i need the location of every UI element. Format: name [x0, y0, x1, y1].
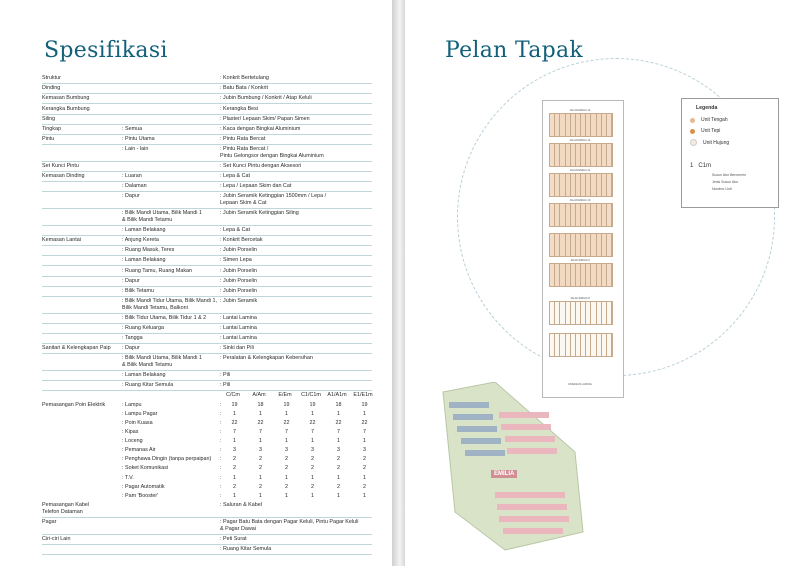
power-value: 3 — [285, 447, 288, 454]
spec-category: Set Kunci Pintu — [42, 162, 79, 169]
spec-row — [42, 354, 372, 371]
spec-row — [42, 162, 372, 172]
spec-value: : Lepa & Cat — [220, 173, 250, 180]
power-value: 1 — [311, 474, 314, 481]
spec-value: : Lantai Lamina — [220, 324, 257, 331]
power-header: C1/C1m — [301, 392, 321, 399]
road-label: JALAN EMILIA 11 — [569, 169, 591, 172]
power-value: 19 — [309, 401, 316, 408]
power-value: 1 — [337, 492, 340, 499]
spec-item: : Lampu Pagar — [122, 410, 158, 417]
power-header: E/Em — [278, 392, 292, 399]
spec-item: : Lain - lain — [122, 146, 149, 153]
spec-category: Kemasan Lantai — [42, 237, 81, 244]
power-value: 3 — [337, 447, 340, 454]
power-value: 7 — [311, 428, 314, 435]
spec-category: Siling — [42, 115, 56, 122]
power-colon: : — [220, 465, 222, 472]
spec-category: Ciri-ciri Lain — [42, 535, 71, 542]
spec-row — [42, 545, 372, 555]
power-value: 2 — [285, 465, 288, 472]
unit — [607, 174, 612, 196]
power-value: 19 — [283, 401, 290, 408]
spec-value: : Lantai Lamina — [220, 314, 257, 321]
power-row — [42, 437, 372, 446]
road-label: JALAN EMILIA 9 — [570, 259, 590, 262]
site-plan — [542, 100, 624, 398]
power-header: A/Am — [252, 392, 266, 399]
power-value: 2 — [337, 456, 340, 463]
spec-row — [42, 145, 372, 162]
power-value: 2 — [259, 456, 262, 463]
power-value: 22 — [335, 419, 342, 426]
spec-row — [42, 381, 372, 391]
spec-category: Pemasangan Kabel Telefon Dataman — [42, 501, 90, 515]
spec-category: Pintu — [42, 135, 55, 142]
legend-label: Unit Hujung — [703, 139, 730, 146]
power-value: 18 — [335, 401, 342, 408]
power-value: 19 — [231, 401, 238, 408]
spec-row — [42, 135, 372, 145]
power-colon: : — [220, 447, 222, 454]
power-values — [220, 402, 378, 409]
power-value: 7 — [233, 428, 236, 435]
spec-row — [42, 266, 372, 276]
spec-value: : Sinki dan Pili — [220, 345, 254, 352]
spec-category: Kemasan Bumbung — [42, 95, 90, 102]
spec-item: : Soket Komunikasi — [122, 465, 169, 472]
spec-row — [42, 226, 372, 236]
key-code: C1m — [698, 163, 712, 169]
power-colon: : — [220, 483, 222, 490]
right-page — [405, 0, 800, 566]
spec-category: Pemasangan Poin Elektrik — [42, 401, 106, 408]
power-value: 3 — [233, 447, 236, 454]
power-header-row — [42, 391, 372, 400]
power-value: 22 — [231, 419, 238, 426]
power-row — [42, 400, 372, 409]
power-value: 1 — [363, 438, 366, 445]
spec-category: Kemasan Dinding — [42, 173, 85, 180]
road-label: JALAN EMILIA 10 — [569, 199, 591, 202]
legend-label: Unit Tengah — [701, 117, 728, 123]
spec-category: Kerangka Bumbung — [42, 105, 90, 112]
spec-value: : Jubin Porselin — [220, 277, 257, 284]
spec-value: : Pintu Rata Bercat — [220, 135, 266, 142]
spec-row — [42, 192, 372, 209]
unit — [607, 234, 612, 256]
legend-label: Unit Tepi — [701, 128, 721, 134]
power-value: 19 — [361, 401, 368, 408]
spec-item: : Ruang Kitar Semula — [122, 382, 174, 389]
power-value: 2 — [285, 456, 288, 463]
power-values — [220, 438, 378, 445]
power-value: 2 — [337, 465, 340, 472]
power-value: 7 — [259, 428, 262, 435]
spec-item: : Penghawa Dingin (tanpa perpaipan) — [122, 456, 212, 463]
power-row — [42, 455, 372, 464]
unit — [607, 144, 612, 166]
unit — [607, 114, 612, 136]
spec-value: : Plaster/ Lepaan Skim/ Papan Simen — [220, 115, 310, 122]
spec-value: : Jubin Bumbung / Konkrit / Atap Keluli — [220, 95, 312, 102]
power-value: 2 — [363, 456, 366, 463]
spec-value: : Peti Surat — [220, 535, 247, 542]
unit-block — [549, 173, 613, 197]
power-row — [42, 492, 372, 501]
emilia-label: EMILIA — [491, 470, 517, 478]
key-note: Jenis Susun Atur — [712, 180, 739, 184]
spec-item: : Bilik Mandi Utama, Bilik Mandi 1 & Bilik Mandi Tetamu — [122, 210, 202, 223]
unit — [607, 204, 612, 226]
spec-row — [42, 535, 372, 545]
spec-item: : Pam 'Booster' — [122, 492, 159, 499]
spec-item: : Pagar Automatik — [122, 483, 165, 490]
power-header: A1/A1m — [327, 392, 347, 399]
legend-dot — [690, 118, 695, 123]
spec-row — [42, 297, 372, 314]
spec-value: : Set Kunci Pintu dengan Aksesori — [220, 162, 302, 169]
book-gutter — [392, 0, 405, 566]
power-values — [220, 411, 378, 418]
key-note: Nombor Unit — [712, 187, 732, 191]
power-value: 2 — [233, 483, 236, 490]
spec-row — [42, 287, 372, 297]
unit-block — [549, 301, 613, 325]
power-row — [42, 419, 372, 428]
page-title-spesifikasi: Spesifikasi — [44, 38, 168, 63]
spec-item: : Dapur — [122, 345, 140, 352]
power-value: 7 — [363, 428, 366, 435]
power-values — [220, 429, 378, 436]
power-colon: : — [220, 474, 222, 481]
road-label: JALAN EMILIA 13 — [569, 109, 591, 112]
spec-value: : Lepa & Cat — [220, 227, 250, 234]
power-value: 3 — [363, 447, 366, 454]
spec-row — [42, 344, 372, 354]
power-value: 7 — [285, 428, 288, 435]
spec-row — [42, 172, 372, 182]
unit-block — [549, 263, 613, 287]
key-note: Susun Atur Bercermin — [712, 173, 747, 177]
spec-row — [42, 236, 372, 246]
spec-value: : Konkrit Bercetak — [220, 237, 263, 244]
power-value: 1 — [259, 474, 262, 481]
unit-block — [549, 233, 613, 257]
spec-row — [42, 94, 372, 104]
power-values — [220, 493, 378, 500]
power-value: 1 — [363, 492, 366, 499]
power-value: 1 — [311, 410, 314, 417]
spec-value: : Saluran & Kabel — [220, 501, 262, 508]
power-value: 1 — [285, 492, 288, 499]
power-value: 22 — [283, 419, 290, 426]
road-label: JALAN EMILIA 12 — [569, 139, 591, 142]
power-value: 3 — [311, 447, 314, 454]
road-label: KAWASAN LAPANG — [568, 383, 592, 386]
unit — [607, 264, 612, 286]
power-value: 1 — [337, 410, 340, 417]
spec-item: : Kipas — [122, 428, 139, 435]
power-value: 22 — [257, 419, 264, 426]
power-value: 1 — [285, 438, 288, 445]
spec-item: : Pintu Utama — [122, 135, 155, 142]
spec-value: : Pili — [220, 372, 231, 379]
spec-item: : Bilik Tidur Utama, Bilik Tidur 1 & 2 — [122, 314, 207, 321]
spec-row — [42, 518, 372, 535]
legend-item — [690, 128, 720, 134]
power-value: 1 — [311, 438, 314, 445]
legend-box — [681, 98, 779, 208]
power-values — [220, 456, 378, 463]
unit-block — [549, 333, 613, 357]
power-value: 1 — [285, 474, 288, 481]
power-value: 1 — [285, 410, 288, 417]
spec-item: : Ruang Masuk, Teres — [122, 247, 175, 254]
spec-row — [42, 182, 372, 192]
power-colon: : — [220, 410, 222, 417]
power-colon: : — [220, 492, 222, 499]
spec-row — [42, 256, 372, 266]
power-header: E1/E1m — [353, 392, 373, 399]
power-value: 1 — [233, 474, 236, 481]
power-values — [220, 465, 378, 472]
power-value: 1 — [233, 492, 236, 499]
spec-item: : Semua — [122, 125, 143, 132]
spec-item: : Pemanas Air — [122, 447, 156, 454]
power-headers — [220, 392, 376, 399]
power-row — [42, 473, 372, 482]
unit — [607, 302, 612, 324]
spec-value: : Ruang Kitar Semula — [220, 545, 272, 552]
spec-row — [42, 84, 372, 94]
spec-row — [42, 314, 372, 324]
power-colon: : — [220, 428, 222, 435]
spec-value: : Konkrit Bertetulang — [220, 75, 269, 82]
spec-category: Sanitari & Kelengkapan Paip — [42, 345, 111, 352]
spec-item: : Dapur — [122, 277, 140, 284]
spec-category: Tingkap — [42, 125, 61, 132]
spec-item: : Tangga — [122, 335, 143, 342]
spec-value: : Simen Lepa — [220, 257, 252, 264]
legend-dot — [690, 139, 697, 146]
power-colon: : — [220, 401, 222, 408]
spec-item: : Anjung Kereta — [122, 237, 159, 244]
power-value: 1 — [259, 438, 262, 445]
unit — [607, 334, 612, 356]
spec-item: : Loceng — [122, 438, 143, 445]
power-colon: : — [220, 438, 222, 445]
spec-value: : Jubin Seramik Ketinggian Siling — [220, 210, 299, 217]
power-values — [220, 475, 378, 482]
unit-key — [690, 163, 711, 169]
power-value: 1 — [337, 474, 340, 481]
spec-item: : Luaran — [122, 173, 142, 180]
power-value: 22 — [361, 419, 368, 426]
power-value: 18 — [257, 401, 264, 408]
key-number: 1 — [690, 163, 694, 169]
spec-category: Pagar — [42, 518, 57, 525]
spec-item: : Ruang Tamu, Ruang Makan — [122, 267, 193, 274]
power-values — [220, 420, 378, 427]
power-value: 2 — [311, 456, 314, 463]
spec-value: : Kerangka Besi — [220, 105, 259, 112]
spec-item: : Laman Belakang — [122, 372, 166, 379]
spec-item: : Poin Kuasa — [122, 419, 153, 426]
power-value: 1 — [363, 474, 366, 481]
spec-item: : Laman Belakang — [122, 227, 166, 234]
spec-row — [42, 74, 372, 84]
power-value: 1 — [233, 438, 236, 445]
spec-item: : Ruang Keluarga — [122, 324, 164, 331]
legend-item — [690, 139, 729, 146]
specification-table — [42, 74, 372, 555]
spec-item: : Bilik Mandi Utama, Bilik Mandi 1 & Bilik Mandi Tetamu — [122, 355, 202, 369]
spec-row — [42, 324, 372, 334]
spec-value: : Pagar Batu Bata dengan Pagar Keluli, Pintu Pagar Keluli & Pagar Dawai — [220, 518, 359, 532]
power-value: 2 — [259, 465, 262, 472]
power-value: 1 — [233, 410, 236, 417]
spec-value: : Lepa / Lepaan Skim dan Cat — [220, 183, 292, 190]
power-value: 2 — [233, 465, 236, 472]
spec-item: : T.V. — [122, 474, 134, 481]
power-row — [42, 428, 372, 437]
spec-value: : Lantai Lamina — [220, 335, 257, 342]
spec-value: : Jubin Porselin — [220, 247, 257, 254]
spec-row — [42, 334, 372, 344]
power-row — [42, 464, 372, 473]
power-value: 2 — [285, 483, 288, 490]
spec-category: Dinding — [42, 85, 61, 92]
spec-item: : Dalaman — [122, 183, 147, 190]
spec-item: : Lampu — [122, 401, 142, 408]
power-value: 2 — [311, 483, 314, 490]
spec-value: : Peralatan & Kelengkapan Kebersihan — [220, 355, 313, 362]
power-header: C/Cm — [226, 392, 240, 399]
power-row — [42, 446, 372, 455]
spec-item: : Dapur — [122, 193, 140, 200]
spec-row — [42, 104, 372, 114]
unit-block — [549, 143, 613, 167]
power-value: 1 — [259, 492, 262, 499]
power-value: 2 — [233, 456, 236, 463]
spec-row — [42, 246, 372, 256]
legend-title: Legenda — [696, 105, 718, 111]
power-value: 7 — [337, 428, 340, 435]
legend-item — [690, 117, 728, 123]
spec-row — [42, 501, 372, 518]
spec-row — [42, 115, 372, 125]
spec-value: : Batu Bata / Konkrit — [220, 85, 268, 92]
power-value: 2 — [259, 483, 262, 490]
spec-value: : Kaca dengan Bingkai Aluminium — [220, 125, 301, 132]
spec-row — [42, 277, 372, 287]
power-value: 1 — [337, 438, 340, 445]
power-value: 1 — [363, 410, 366, 417]
power-row — [42, 410, 372, 419]
spec-value: : Jubin Seramik — [220, 297, 258, 304]
spec-value: : Jubin Porselin — [220, 267, 257, 274]
unit-block — [549, 113, 613, 137]
spec-item: : Bilik Mandi Tidur Utama, Bilik Mandi 1, Bilik Mandi Tetamu, Balkoni — [122, 297, 217, 311]
page-title-pelan-tapak: Pelan Tapak — [445, 38, 584, 63]
power-values — [220, 484, 378, 491]
power-colon: : — [220, 419, 222, 426]
power-value: 2 — [363, 483, 366, 490]
power-colon: : — [220, 456, 222, 463]
power-row — [42, 483, 372, 492]
spec-row — [42, 371, 372, 381]
spec-value: : Pili — [220, 382, 231, 389]
spec-category: Struktur — [42, 75, 61, 82]
power-value: 1 — [259, 410, 262, 417]
spec-item: : Bilik Tetamu — [122, 287, 154, 294]
unit-block — [549, 203, 613, 227]
spec-value: : Pintu Rata Bercat / Pintu Gelongsor dengan Bingkai Aluminium — [220, 146, 324, 159]
spec-row — [42, 125, 372, 135]
left-page — [0, 0, 392, 566]
spec-row — [42, 209, 372, 226]
legend-dot — [690, 129, 695, 134]
spec-value: : Jubin Seramik Ketinggian 1500mm / Lepa / Lepaan Skim & Cat — [220, 193, 327, 207]
power-value: 22 — [309, 419, 316, 426]
power-value: 3 — [259, 447, 262, 454]
road-label: JALAN EMILIA 8 — [570, 297, 590, 300]
power-value: 2 — [337, 483, 340, 490]
power-value: 2 — [363, 465, 366, 472]
spec-item: : Laman Belakang — [122, 257, 166, 264]
power-value: 1 — [311, 492, 314, 499]
spec-value: : Jubin Porselin — [220, 287, 257, 294]
emilia-master-plan — [435, 382, 585, 552]
power-value: 2 — [311, 465, 314, 472]
power-values — [220, 447, 378, 454]
